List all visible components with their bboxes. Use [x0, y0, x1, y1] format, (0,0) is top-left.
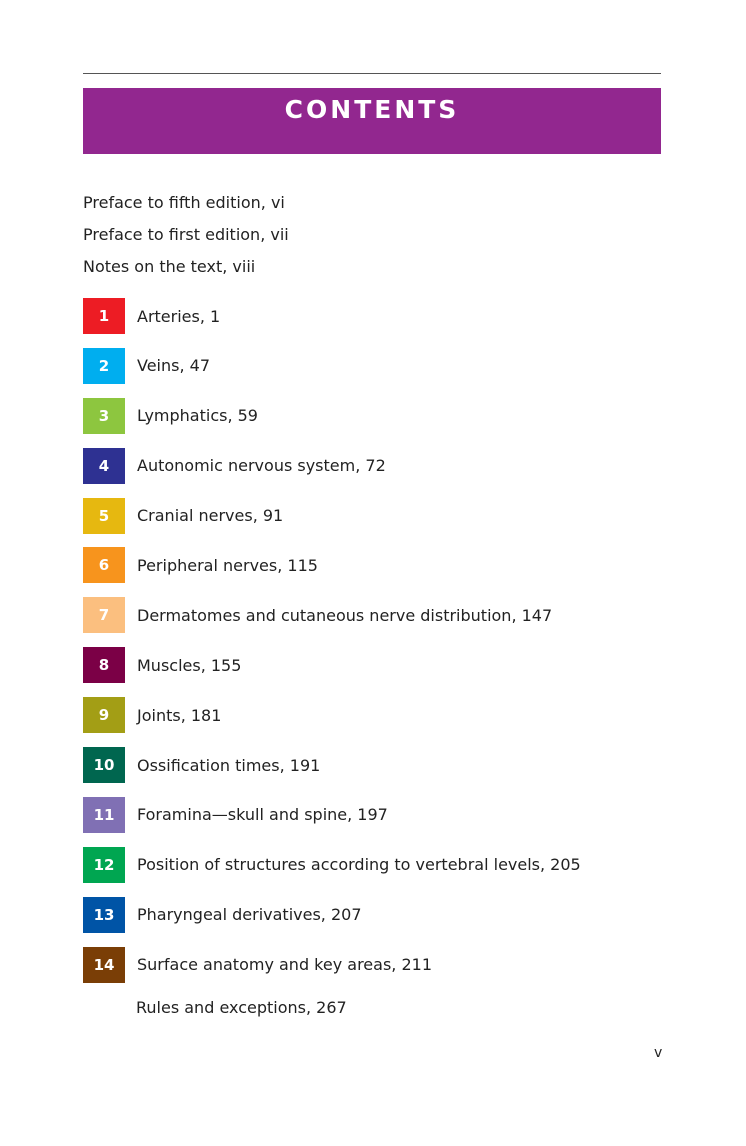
- chapter-label: Foramina—skull and spine, 197: [137, 805, 388, 825]
- chapter-item-4[interactable]: [83, 448, 683, 484]
- chapter-item-12[interactable]: [83, 847, 683, 883]
- chapter-number-badge: 1: [83, 298, 125, 334]
- chapter-number-badge: 8: [83, 647, 125, 683]
- chapter-number-badge: 11: [83, 797, 125, 833]
- front-matter-notes[interactable]: Notes on the text, viii: [83, 257, 256, 276]
- front-matter-preface-fifth[interactable]: Preface to fifth edition, vi: [83, 193, 285, 212]
- chapter-label: Dermatomes and cutaneous nerve distribution, 147: [137, 605, 553, 625]
- chapter-number-badge: 9: [83, 697, 125, 733]
- chapter-label: Surface anatomy and key areas, 211: [137, 955, 432, 975]
- chapter-item-9[interactable]: [83, 697, 683, 733]
- chapter-label: Veins, 47: [137, 356, 210, 376]
- chapter-label: Lymphatics, 59: [137, 406, 258, 426]
- chapter-label: Position of structures according to vertebral levels, 205: [137, 855, 581, 875]
- chapter-item-1[interactable]: [83, 298, 683, 334]
- chapter-item-2[interactable]: [83, 348, 683, 384]
- chapter-item-13[interactable]: [83, 897, 683, 933]
- chapter-item-8[interactable]: [83, 647, 683, 683]
- chapter-item-11[interactable]: [83, 797, 683, 833]
- chapter-number-badge: 6: [83, 547, 125, 583]
- chapter-list: [83, 298, 683, 996]
- chapter-number-badge: 2: [83, 348, 125, 384]
- chapter-label: Ossification times, 191: [137, 755, 321, 775]
- chapter-number-badge: 7: [83, 597, 125, 633]
- chapter-item-3[interactable]: [83, 398, 683, 434]
- chapter-label: Joints, 181: [137, 705, 222, 725]
- chapter-number-badge: 3: [83, 398, 125, 434]
- back-matter-rules[interactable]: Rules and exceptions, 267: [136, 998, 347, 1017]
- chapter-item-10[interactable]: [83, 747, 683, 783]
- chapter-item-7[interactable]: [83, 597, 683, 633]
- chapter-label: Cranial nerves, 91: [137, 506, 284, 526]
- chapter-number-badge: 13: [83, 897, 125, 933]
- contents-title: CONTENTS: [284, 95, 460, 124]
- chapter-number-badge: 4: [83, 448, 125, 484]
- page-number: v: [654, 1045, 663, 1061]
- chapter-item-5[interactable]: [83, 498, 683, 534]
- top-rule: [83, 73, 661, 74]
- chapter-number-badge: 14: [83, 947, 125, 983]
- chapter-number-badge: 12: [83, 847, 125, 883]
- chapter-label: Autonomic nervous system, 72: [137, 456, 386, 476]
- contents-header-bar: [83, 88, 661, 154]
- chapter-number-badge: 10: [83, 747, 125, 783]
- chapter-label: Pharyngeal derivatives, 207: [137, 905, 362, 925]
- front-matter-preface-first[interactable]: Preface to first edition, vii: [83, 225, 289, 244]
- chapter-label: Arteries, 1: [137, 306, 221, 326]
- chapter-item-14[interactable]: [83, 947, 683, 983]
- chapter-label: Peripheral nerves, 115: [137, 555, 318, 575]
- chapter-number-badge: 5: [83, 498, 125, 534]
- chapter-label: Muscles, 155: [137, 655, 242, 675]
- chapter-item-6[interactable]: [83, 547, 683, 583]
